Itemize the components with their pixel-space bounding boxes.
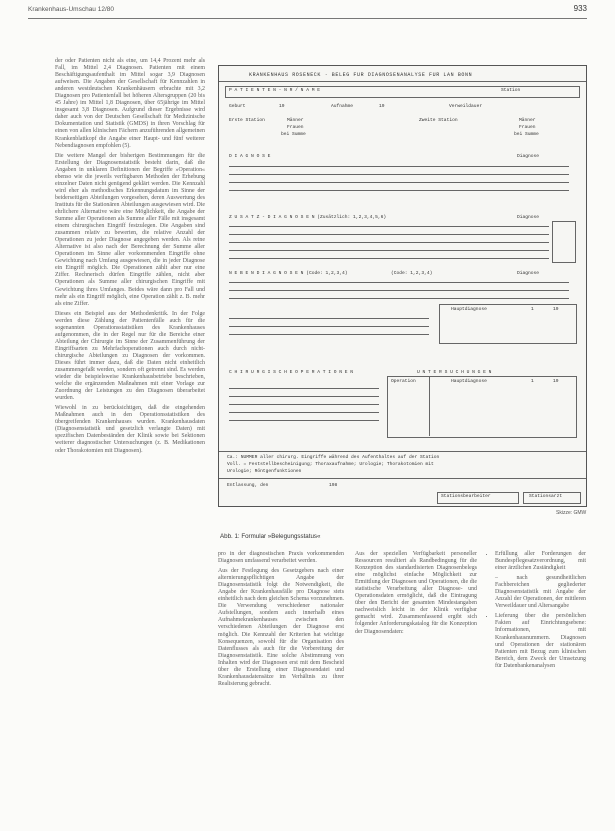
form-line xyxy=(229,182,569,183)
footnote: Voll. = Feststellbescheinigung; Thoraxaufnahme; Urologie; Thorakotomien mit xyxy=(227,462,434,467)
diagnosis-form-figure xyxy=(218,65,587,507)
verweildauer-label: Verweildauer xyxy=(449,104,483,109)
hauptdiagnose-value: 1 xyxy=(531,307,534,312)
patient-label: P A T I E N T E N - N R / N A M E xyxy=(229,88,320,93)
figure-caption: Abb. 1: Formular »Belegungsstatus« xyxy=(220,533,321,540)
form-line xyxy=(229,420,379,421)
jahr-value: 19 xyxy=(379,104,385,109)
form-line xyxy=(229,318,429,319)
form-line xyxy=(229,166,569,167)
untersuchungen-section-label: U N T E R S U C H U N G E N xyxy=(417,370,492,375)
form-line xyxy=(229,412,379,413)
row-label: Frauen xyxy=(519,125,536,130)
left-column-text xyxy=(55,58,205,458)
signature-label: Stationsbearbeiter xyxy=(441,494,491,499)
header-rule xyxy=(28,18,587,19)
page-number: 933 xyxy=(573,4,587,13)
code-box xyxy=(552,221,576,263)
diagnose-section-label: D I A G N O S E xyxy=(229,154,271,159)
haupt-value: 1 xyxy=(531,379,534,384)
paragraph: Aus der speziellen Verfügbarkeit personeller Ressourcen resultiert als Randbedingung für die Konzeption des standardisierten Diagnosenbelegs eine möglichst einfache Möglichkeit zur Ermittlung der Diagnosen und Operationen, die die statistische Verarbeitung aller Diagnose- und Operationsdaten ermöglicht, daß die Eintragung über den Bericht der gesamten Mindestangaben nachweislich leicht in der Klinik verfügbar gemacht wird. Zusammenfassend ergibt sich folgender Anforderungskatalog für die Konzeption der Diagnosendaten: xyxy=(355,551,477,635)
journal-title: Krankenhaus-Umschau 12/80 xyxy=(28,6,114,13)
zusatz-right-label: Diagnose xyxy=(517,215,540,220)
row-label: Männer xyxy=(287,118,304,123)
form-line xyxy=(229,326,429,327)
footnote: Urologie; Röntgenfunktionen xyxy=(227,469,302,474)
form-line xyxy=(229,388,379,389)
form-line xyxy=(229,290,569,291)
form-line xyxy=(229,226,549,227)
form-line xyxy=(229,396,379,397)
paragraph: pro in der diagnostischen Praxis vorkommenden Diagnosen umfassend verarbeitet werden. xyxy=(218,551,344,565)
erste-station-label: Erste Station xyxy=(229,118,265,123)
form-line xyxy=(229,334,429,335)
row-label: Frauen xyxy=(287,125,304,130)
right-column-text xyxy=(486,551,586,673)
paragraph: der oder Patienten nicht als eine, um 14,4 Prozent mehr als Fall, im Mittel 2,4 Diagnosen. Patienten mit einem Beschäftigungsaufenthalt im Mittel sogar 3,9 Diagnosen aufweisen. Die Angaben der Gesellschaft für Kennzahlen in anderen westdeutschen Krankenhäusern erbrachte mit 3,2 Diagnosen pro Patientenfall bei höheren Altersgruppen (20 bis 45 Jahre) im Mittel 1,8 Diagnosen, über 65jährige im Mittel insgesamt 3,8 Diagnosen. Aufgrund dieser Ergebnisse wird daher auch von der Deutschen Gesellschaft für Medizinische Dokumentation und Statistik (GMDS) in ihren Vorschlag für einen von allen klinischen Fächern anzuführenden allgemeinen Krankenblattkopf die Angabe einer Haupt- und fünf weiterer Nebendiagnosen empfohlen (5). xyxy=(55,58,205,149)
form-line xyxy=(229,258,549,259)
zweite-station-label: Zweite Station xyxy=(419,118,458,123)
station-label: Station xyxy=(501,88,521,93)
figure-credit: Skizze: GMW xyxy=(556,510,587,516)
form-line xyxy=(229,234,549,235)
list-item: – nach gesundheitlichen Fachbereichen gegliederter Diagnosenstatistik mit Angabe der Anzahl der Operationen, der mittleren Verweildauer und Altersangabe xyxy=(495,575,586,610)
divider xyxy=(219,478,586,479)
operation-label: Operation xyxy=(391,379,416,384)
form-line xyxy=(229,174,569,175)
form-line xyxy=(229,242,549,243)
entlassung-year: 198 xyxy=(329,483,338,488)
neben-right-label: Diagnose xyxy=(517,271,540,276)
form-line xyxy=(229,250,549,251)
hauptdiagnose-label: Hauptdiagnose xyxy=(451,307,487,312)
form-vline xyxy=(429,376,430,436)
paragraph: Dieses ein Beispiel aus der Methodenkritik. In der Folge werden diese Zählung der Patientenfälle auch für die sogenannten Operationsstatistiken des Krankenhauses aufgenommen, die in der Regel nur für die Bereiche einer Abteilung der Chirurgie im Sinne der Zusammenführung der Eingriffsarten zu Mehrfachoperationen auch durch nicht-chirurgische Abteilungen zu Diagnosen der vorkommen. Dieses führt immer dazu, daß die Daten nicht einheitlich zusammengefaßt werden, sondern oft getrennt sind. Es werden wieder die beispielsweise Krankenhausbetriebe beschrieben, welche die ergänzenden Maßnahmen mit einer Vorlage zur Zuordnung der Leistungen zu den Diagnosen überarbeitet wurden. xyxy=(55,310,205,402)
form-line xyxy=(229,190,569,191)
divider xyxy=(219,81,586,82)
paragraph: Die weitere Mangel der bisherigen Bestimmungen für die Erstellung der Diagnosenstatistik besteht darin, daß die Angaben in unklaren Definitionen der Begriffe »Operation« ebenso wie die jeweils verfügbaren Methoden der Erhebung einzelner Daten nicht genügend geklärt werden. Die Kennzahl wird eher als methodisches Erkennungsdatum im Sinne der beiderseitigen Abteilungen vorgesehen, deren Auswertung des Instituts für die Stationären Abteilungen ausgewiesen wird. Die ehrlichere Alternative wäre eine Möglichkeit, die Angabe der Summe aller Operationen als Summe aller Fälle mit insgesamt einem chirurgischen Eingriff festzulegen. Die Angaben sind zusammen relativ zu bewerten, die relative Anzahl der Operationen zu jeder Diagnose angegeben werden. Als reine Alternative ist also nach der Berechnung der Summe aller Operationen im Sinne aller vorkommenden Eingriffe ohne Gewichtung nach Umfang ausgewiesen, die in jeder Diagnose ein Eingriff möglich. Die Operationen zählt aber nur eine Ziffer. Rechnerisch dürfen Eingriffe zählen, nicht aber Operationen als Summe aller chirurgischen Eingriffe mit Gewichtung ihres Umfanges. Beides wäre dann pro Fall und mehr als ein Eingriff möglich, eine Operation zählt z. B. mehr als eine Ziffer. xyxy=(55,152,205,307)
list-item: • Lieferung über die persönlichen Fakten auf Einrichtungsebene: Informationen, mit Krankenhausnummern. Diagnosen und Operationen der stationären Patienten mit Bezug zum klinischen Bereich, dem Zweck der Umsetzung für Datenbankenanalysen xyxy=(495,613,586,669)
geburt-label: Geburt xyxy=(229,104,246,109)
requirements-list xyxy=(486,551,586,670)
row-label: bei Summe xyxy=(281,132,306,137)
signature-label: Stationsarzt xyxy=(529,494,563,499)
divider xyxy=(219,451,586,452)
entlassung-label: Entlassung, den xyxy=(227,483,269,488)
page-header xyxy=(28,4,587,16)
neben-section-label: N E B E N D I A G N O S E N (Code: 1,2,3,4) xyxy=(229,271,348,276)
diagnose-right-label: Diagnose xyxy=(517,154,540,159)
list-item: • Erfüllung aller Forderungen der Bundespflegesatzverordnung, mit einer ärztlichen Zuständigkeit xyxy=(495,551,586,572)
neben-mid-label: (Code: 1,2,3,4) xyxy=(391,271,433,276)
hauptdiagnose-value: 19 xyxy=(553,307,559,312)
haupt-label: Hauptdiagnose xyxy=(451,379,487,384)
operation-box xyxy=(387,376,577,438)
form-title: KRANKENHAUS ROSENECK · BELEG FUR DIAGNOSENANALYSE FUR LAN BONN xyxy=(249,72,473,78)
form-line xyxy=(229,282,569,283)
middle-column-text xyxy=(218,551,344,691)
paragraph: Wiewohl in zu berücksichtigen, daß die eingehenden Maßnahmen auch in den Operationsstatistiken des übergreifenden Krankenhauses wurden. Krankenhausdaten (Diagnosenstatistik und gesetzlich verlangte Daten) mit spezifischen Datenbeständen der Klinik sowie bei Sektionen weiterer diagnostischer Untersuchungen (z. B. Medikationen oder Thorakotomien mit Diagnosen). xyxy=(55,405,205,454)
middle-right-column-text xyxy=(355,551,477,639)
row-label: bei Summe xyxy=(514,132,539,137)
row-label: Männer xyxy=(519,118,536,123)
zusatz-section-label: Z U S A T Z - D I A G N O S E N (Zusätzlich: 1,2,3,4,5,6) xyxy=(229,215,387,220)
jahr-value: 19 xyxy=(279,104,285,109)
footnote: Ca.: NUMMER aller chirurg. Eingriffe während des Aufenthaltes auf der Station xyxy=(227,455,440,460)
paragraph: Aus der Festlegung des Gesetzgebers nach einer alternierungspflichtigen Angabe der Diagnosenstatistik folgt die Notwendigkeit, die Angabe der Krankenhausfälle pro Diagnose stets einheitlich nach dem gleichen Schema vorzunehmen. Die Verwendung verschiedener nationaler Aufstellungen, sondern auch innerhalb eines Aufnahmekrankenhauses zwischen den verschiedenen Abteilungen der Diagnose erst möglich. Die Kennzahl der Kriterien hat wichtige Konsequenzen, sowohl für die Organisation des Datenflusses als auch für die Vorbereitung der Diagnosenstatistik. Eine solche Abstimmung von Inhalten wird der Diagnosen erst mit dem Bescheid über die Erstellung einer Diagnosendatei und Krankenhausdatensätze im Verhältnis zu ihrer Realisierung gebracht. xyxy=(218,568,344,687)
form-line xyxy=(229,298,569,299)
form-line xyxy=(229,404,379,405)
haupt-value: 19 xyxy=(553,379,559,384)
aufnahme-label: Aufnahme xyxy=(331,104,354,109)
operationen-section-label: C H I R U R G I S C H E O P E R A T I O N E N xyxy=(229,370,354,375)
